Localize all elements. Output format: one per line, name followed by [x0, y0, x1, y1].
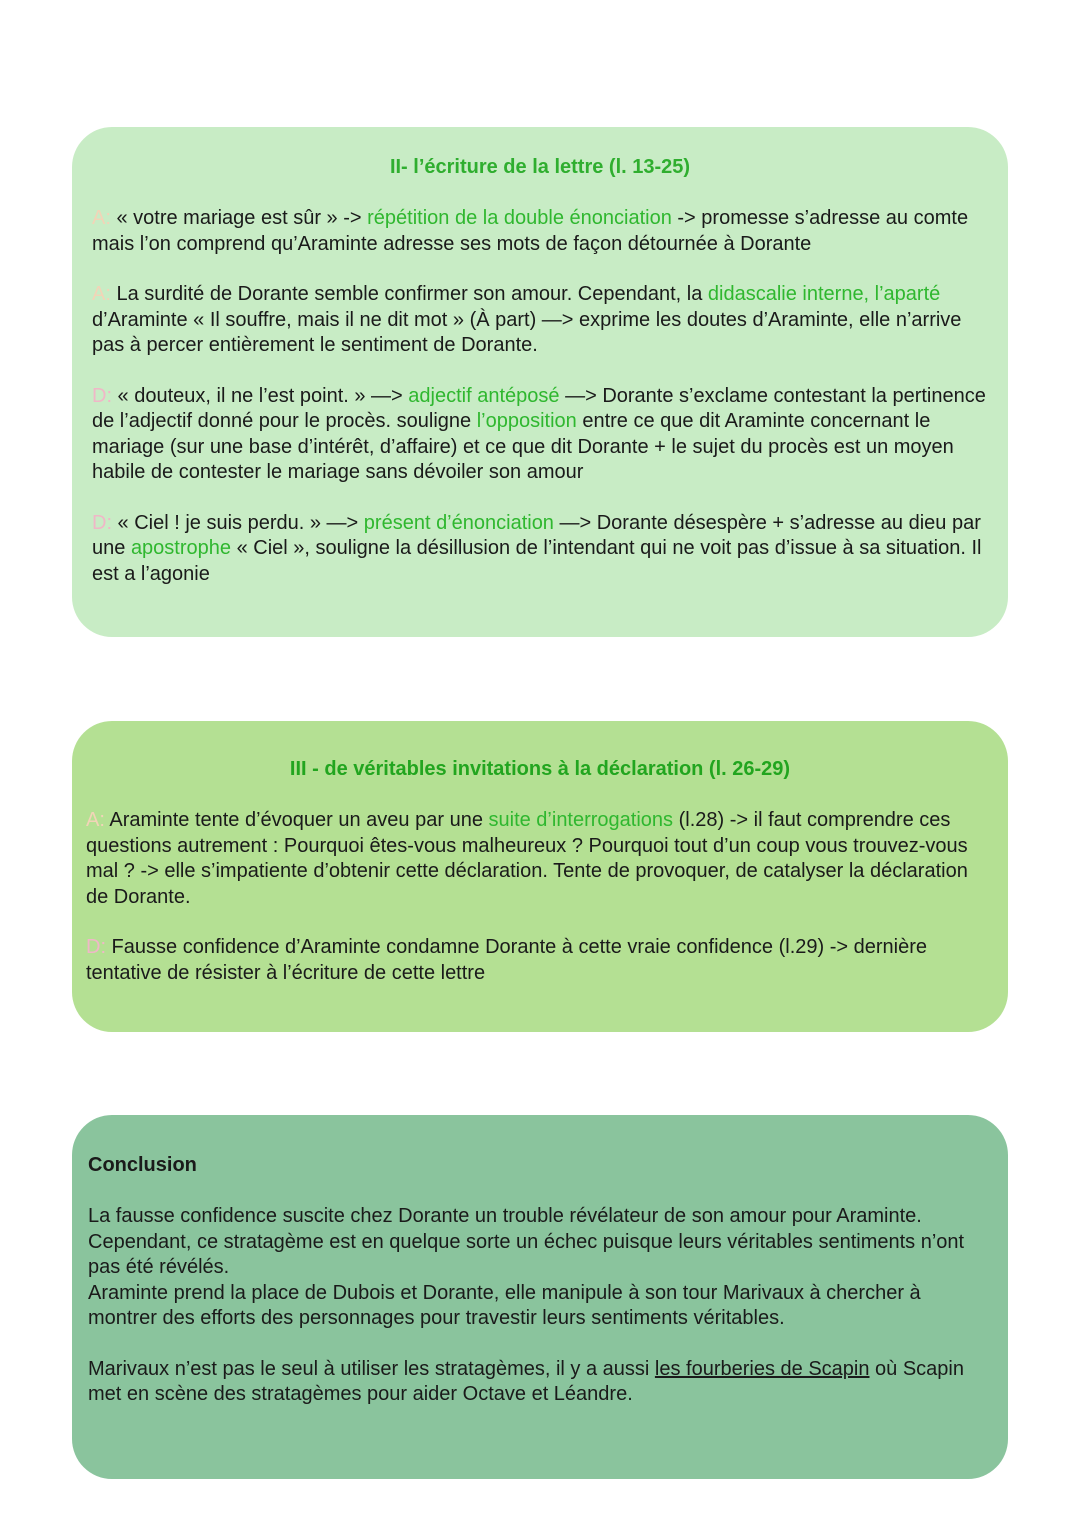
section-ii-paragraph-4: [92, 511, 988, 588]
paragraph-text: —> Dorante s’exclame contestant la pertinence de l’adjectif donné pour le procès. souligne: [92, 384, 986, 432]
section-ii-title: II- l’écriture de la lettre (l. 13-25): [389, 156, 691, 178]
paragraph-label: A:: [92, 207, 111, 229]
paragraph-label: A:: [92, 283, 111, 305]
paragraph-text: entre ce que dit Araminte concernant le mariage (sur une base d’intérêt, d’affaire) et ce que dit Dorante + le sujet du procès est un moyen habile de contester le mariage sans dévoiler son amour: [92, 410, 954, 483]
section-ii-paragraph-1: [92, 206, 988, 257]
paragraph-text: d’Araminte « Il souffre, mais il ne dit mot » (À part) —> exprime les doutes d’Araminte, elle n’arrive pas à percer entièrement le sentiment de Dorante.: [92, 308, 962, 356]
section-iii-paragraph-2: [86, 935, 994, 986]
paragraph-text: « douteux, il ne l’est point. » —>: [112, 384, 409, 407]
paragraph-text: —> Dorante désespère + s’adresse au dieu par une: [92, 511, 981, 559]
section-iii-paragraph-1: [86, 808, 994, 910]
conclusion-card: [72, 1115, 1008, 1479]
highlight-term: adjectif antéposé: [408, 384, 560, 407]
conclusion-paragraph-2: Cependant, ce stratagème est en quelque sorte un échec puisque leurs véritables sentiments n’ont pas été révélés.: [88, 1230, 965, 1278]
paragraph-text: -> promesse s’adresse au comte mais l’on comprend qu’Araminte adresse ses mots de façon détournée à Dorante: [92, 207, 969, 255]
paragraph-label: A:: [86, 809, 105, 831]
conclusion-paragraph-4: [88, 1357, 992, 1408]
section-ii-card: [72, 127, 1008, 637]
highlight-term: présent d’énonciation: [363, 511, 554, 534]
highlight-term: suite d’interrogations: [488, 809, 674, 831]
highlight-term: apostrophe: [130, 537, 232, 559]
conclusion-paragraph-1: La fausse confidence suscite chez Dorante un trouble révélateur de son amour pour Araminte.: [88, 1205, 922, 1227]
paragraph-label: D:: [92, 511, 112, 534]
paragraph-text: Marivaux n’est pas le seul à utiliser les stratagèmes, il y a aussi: [88, 1357, 655, 1380]
paragraph-text: « votre mariage est sûr » ->: [110, 207, 368, 229]
paragraph-text: où Scapin met en scène des stratagèmes pour aider Octave et Léandre.: [88, 1357, 964, 1405]
paragraph-text: « Ciel ! je suis perdu. » —>: [112, 511, 364, 534]
section-ii-paragraph-2: [92, 282, 988, 359]
conclusion-title: Conclusion: [88, 1154, 197, 1176]
paragraph-label: D:: [86, 936, 106, 958]
paragraph-text: Fausse confidence d’Araminte condamne Dorante à cette vraie confidence (l.29) -> dernière tentative de résister à l’écriture de cette lettre: [86, 936, 928, 984]
paragraph-text: La surdité de Dorante semble confirmer son amour. Cependant, la: [110, 283, 708, 305]
highlight-term: répétition de la double énonciation: [367, 207, 672, 229]
paragraph-label: D:: [92, 384, 112, 407]
paragraph-text: (l.28) -> il faut comprendre ces questions autrement : Pourquoi êtes-vous malheureux ? Pourquoi tout d’un coup vous trouvez-vous mal ? -> elle s’impatiente d’obtenir cette déclaration. Tente de provoquer, de catalyser la déclaration de Dorante.: [86, 809, 968, 908]
section-iii-title: III - de véritables invitations à la déclaration (l. 26-29): [289, 758, 791, 780]
paragraph-text: Araminte tente d’évoquer un aveu par une: [104, 809, 489, 831]
conclusion-paragraph-3: Araminte prend la place de Dubois et Dorante, elle manipule à son tour Marivaux à chercher à montrer des efforts des personnages pour travestir leurs sentiments véritables.: [88, 1281, 921, 1329]
section-iii-card: [72, 721, 1008, 1032]
work-title-link[interactable]: les fourberies de Scapin: [654, 1357, 870, 1380]
section-ii-paragraph-3: [92, 384, 988, 486]
highlight-term: didascalie interne, l’aparté: [707, 283, 941, 305]
highlight-term: l’opposition: [476, 410, 577, 432]
paragraph-text: « Ciel », souligne la désillusion de l’intendant qui ne voit pas d’issue à sa situation. Il est a l’agonie: [92, 537, 982, 585]
